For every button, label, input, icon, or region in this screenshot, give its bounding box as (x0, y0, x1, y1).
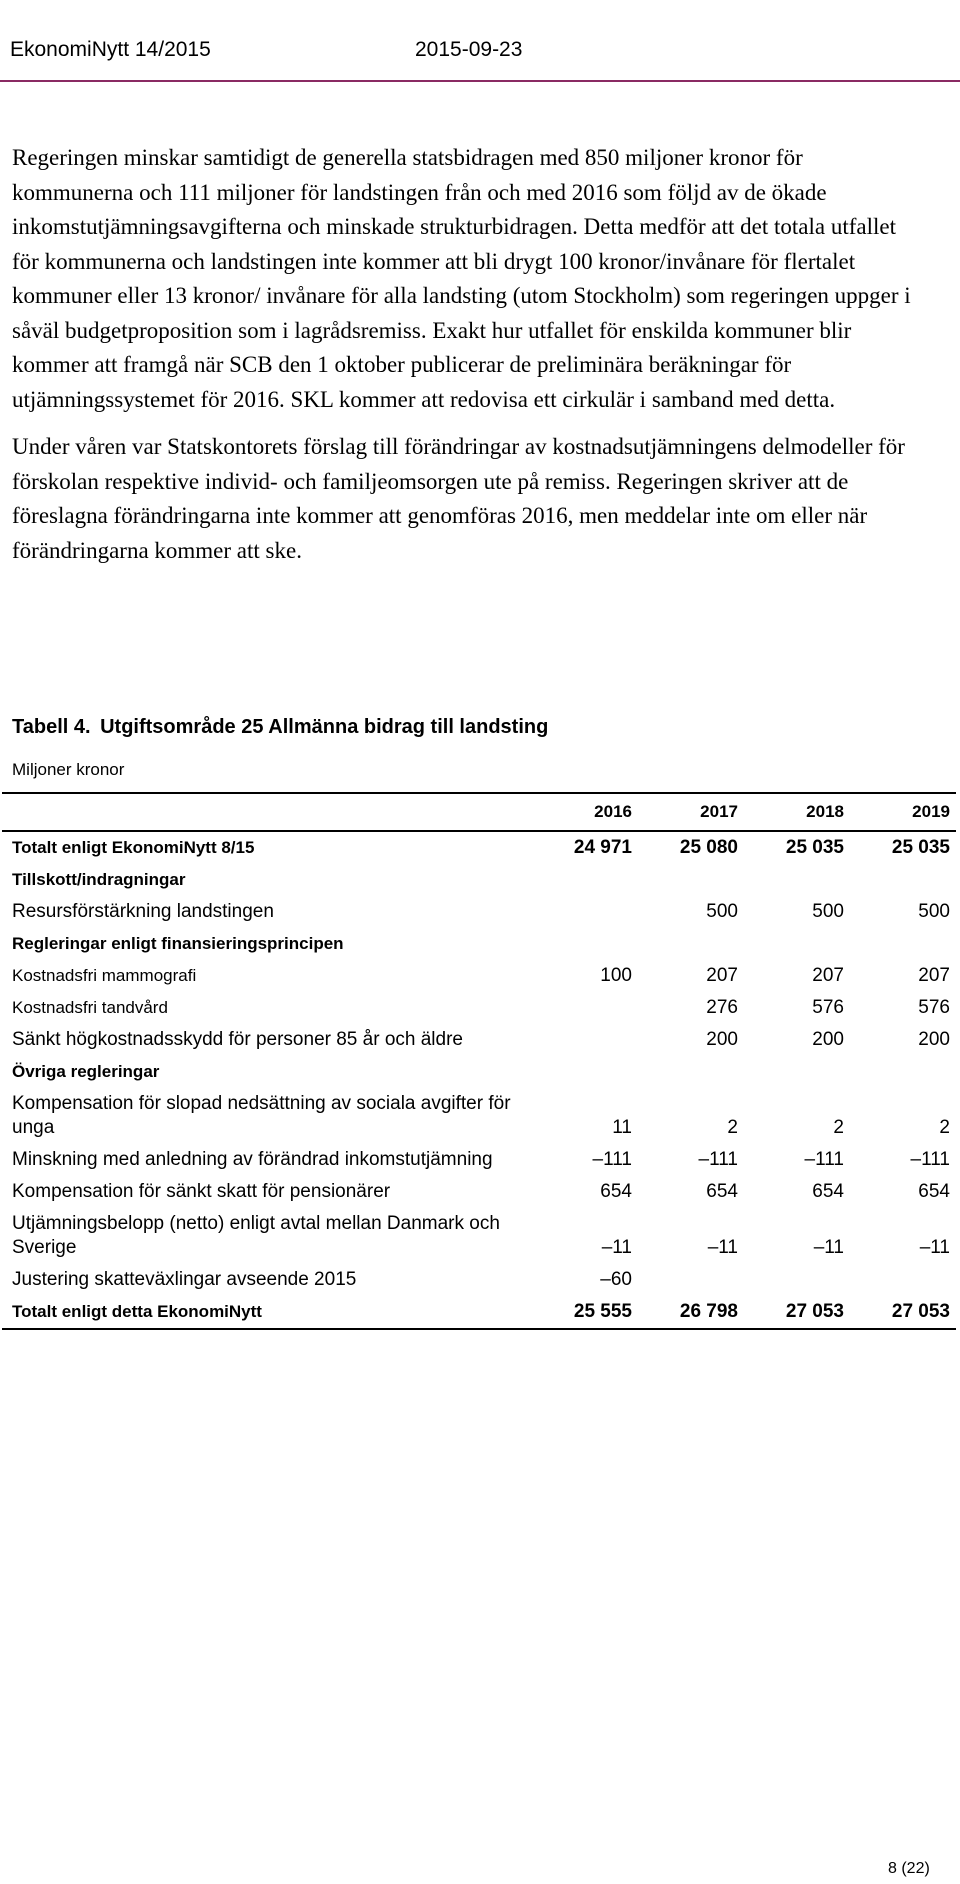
table-row (2, 864, 956, 896)
row-label: Minskning med anledning av förändrad inkomstutjämning (12, 1149, 493, 1170)
budget-table (2, 792, 956, 1330)
table-row (2, 1296, 956, 1329)
column-header-year: 2017 (700, 802, 738, 821)
row-value-2019 (850, 1056, 956, 1088)
column-header-label (2, 793, 532, 831)
row-label: Tillskott/indragningar (12, 870, 186, 889)
row-value-2019: 27 053 (891, 1301, 950, 1322)
row-value-2019: –111 (910, 1149, 950, 1170)
row-value-2019 (850, 864, 956, 896)
row-value-2017: 654 (706, 1181, 738, 1202)
row-value-2019: 654 (918, 1181, 950, 1202)
row-value-2016: –60 (600, 1269, 632, 1290)
row-value-2016: 100 (600, 965, 632, 986)
row-value-2018: –111 (804, 1149, 844, 1170)
row-value-2016: 24 971 (573, 837, 632, 858)
row-label: Resursförstärkning landstingen (12, 901, 274, 922)
row-value-2018: 654 (812, 1181, 844, 1202)
row-value-2017: 200 (706, 1029, 738, 1050)
row-value-2019: 207 (918, 965, 950, 986)
table-row (2, 1264, 956, 1296)
table-row (2, 1144, 956, 1176)
paragraph: Regeringen minskar samtidigt de generella statsbidragen med 850 miljoner kronor för kommunerna och 111 miljoner för landstingen från och med 2016 som följd av de ökade inkomstutjämningsavgifterna och minskade strukturbidragen. Detta medför att det totala utfallet för kommunerna och landstingen inte kommer att bli drygt 100 kronor/invånare för flertalet kommuner eller 13 kronor/ invånare för alla landsting (utom Stockholm) som regeringen uppger i såväl budgetproposition som i lagrådsremiss. Exakt hur utfallet för enskilda kommuner blir kommer att framgå när SCB den 1 oktober publicerar de preliminära beräkningar för utjämningssystemet för 2016. SKL kommer att redovisa ett cirkulär i samband med detta. (12, 145, 911, 412)
body-text (12, 141, 917, 581)
table-row (2, 1208, 956, 1264)
row-value-2017: 2 (727, 1117, 738, 1138)
row-value-2018: 207 (812, 965, 844, 986)
row-value-2016 (532, 896, 638, 928)
row-label: Kompensation för sänkt skatt för pensionärer (12, 1181, 391, 1202)
table-number: Tabell 4. (12, 716, 91, 738)
row-value-2018: 576 (812, 997, 844, 1018)
row-value-2019: 2 (939, 1117, 950, 1138)
row-value-2016: 654 (600, 1181, 632, 1202)
table-row (2, 1056, 956, 1088)
row-value-2017: 276 (706, 997, 738, 1018)
row-label: Regleringar enligt finansieringsprincipen (12, 934, 344, 953)
row-label: Kostnadsfri tandvård (12, 998, 168, 1017)
table-subtitle: Miljoner kronor (12, 760, 125, 779)
paragraph: Under våren var Statskontorets förslag till förändringar av kostnadsutjämningens delmodeller för förskolan respektive individ- och familjeomsorgen ute på remiss. Regeringen skriver att de föreslagna förändringarna inte kommer att genomföras 2016, men meddelar inte om eller när förändringarna kommer att ske. (12, 434, 905, 563)
row-value-2018: 27 053 (785, 1301, 844, 1322)
row-value-2017: 207 (706, 965, 738, 986)
row-value-2017 (638, 928, 744, 960)
row-value-2016: –111 (592, 1149, 632, 1170)
table-row (2, 1176, 956, 1208)
row-value-2018: 2 (833, 1117, 844, 1138)
row-value-2018 (744, 864, 850, 896)
row-value-2016 (532, 864, 638, 896)
row-value-2017 (638, 864, 744, 896)
row-value-2016: –11 (601, 1237, 632, 1258)
row-label: Justering skatteväxlingar avseende 2015 (12, 1269, 357, 1290)
row-label: Övriga regleringar (12, 1062, 160, 1081)
row-value-2018: 200 (812, 1029, 844, 1050)
row-value-2018: 500 (812, 901, 844, 922)
row-value-2019 (850, 928, 956, 960)
row-value-2017: –11 (707, 1237, 738, 1258)
row-value-2019: 500 (918, 901, 950, 922)
publication-date: 2015-09-23 (415, 38, 523, 61)
row-value-2018: 25 035 (785, 837, 844, 858)
row-value-2017 (638, 1056, 744, 1088)
row-value-2019: 576 (918, 997, 950, 1018)
row-label: Totalt enligt EkonomiNytt 8/15 (12, 838, 255, 857)
row-value-2018: –11 (813, 1237, 844, 1258)
row-label: Sänkt högkostnadsskydd för personer 85 år och äldre (12, 1029, 463, 1050)
row-value-2017: –111 (698, 1149, 738, 1170)
column-header-year: 2019 (912, 802, 950, 821)
table-row (2, 831, 956, 864)
row-label: Kompensation för slopad nedsättning av sociala avgifter för unga (12, 1093, 511, 1138)
row-value-2017: 500 (706, 901, 738, 922)
row-label: Utjämningsbelopp (netto) enligt avtal mellan Danmark och Sverige (12, 1213, 500, 1258)
row-value-2016: 25 555 (573, 1301, 632, 1322)
column-header-year: 2018 (806, 802, 844, 821)
row-value-2016 (532, 928, 638, 960)
table-row (2, 928, 956, 960)
row-value-2017: 25 080 (679, 837, 738, 858)
header-rule (0, 80, 960, 82)
column-header-year: 2016 (594, 802, 632, 821)
row-value-2017: 26 798 (679, 1301, 738, 1322)
row-value-2019: 25 035 (891, 837, 950, 858)
table-row (2, 1088, 956, 1144)
row-value-2016 (532, 1056, 638, 1088)
table-row (2, 1024, 956, 1056)
table-body (2, 831, 956, 1329)
row-value-2018 (744, 928, 850, 960)
row-label: Totalt enligt detta EkonomiNytt (12, 1302, 262, 1321)
row-label: Kostnadsfri mammografi (12, 966, 197, 985)
table-header-row (2, 793, 956, 831)
row-value-2019 (850, 1264, 956, 1296)
table-title (12, 716, 548, 739)
table-title-text: Utgiftsområde 25 Allmänna bidrag till landsting (100, 716, 549, 738)
publication-title: EkonomiNytt 14/2015 (10, 38, 211, 61)
row-value-2019: –11 (919, 1237, 950, 1258)
row-value-2016: 11 (612, 1117, 632, 1138)
row-value-2017 (638, 1264, 744, 1296)
row-value-2018 (744, 1264, 850, 1296)
table-row (2, 992, 956, 1024)
row-value-2016 (532, 992, 638, 1024)
table-row (2, 960, 956, 992)
row-value-2016 (532, 1024, 638, 1056)
page-number: 8 (22) (888, 1860, 930, 1877)
table-row (2, 896, 956, 928)
row-value-2019: 200 (918, 1029, 950, 1050)
row-value-2018 (744, 1056, 850, 1088)
